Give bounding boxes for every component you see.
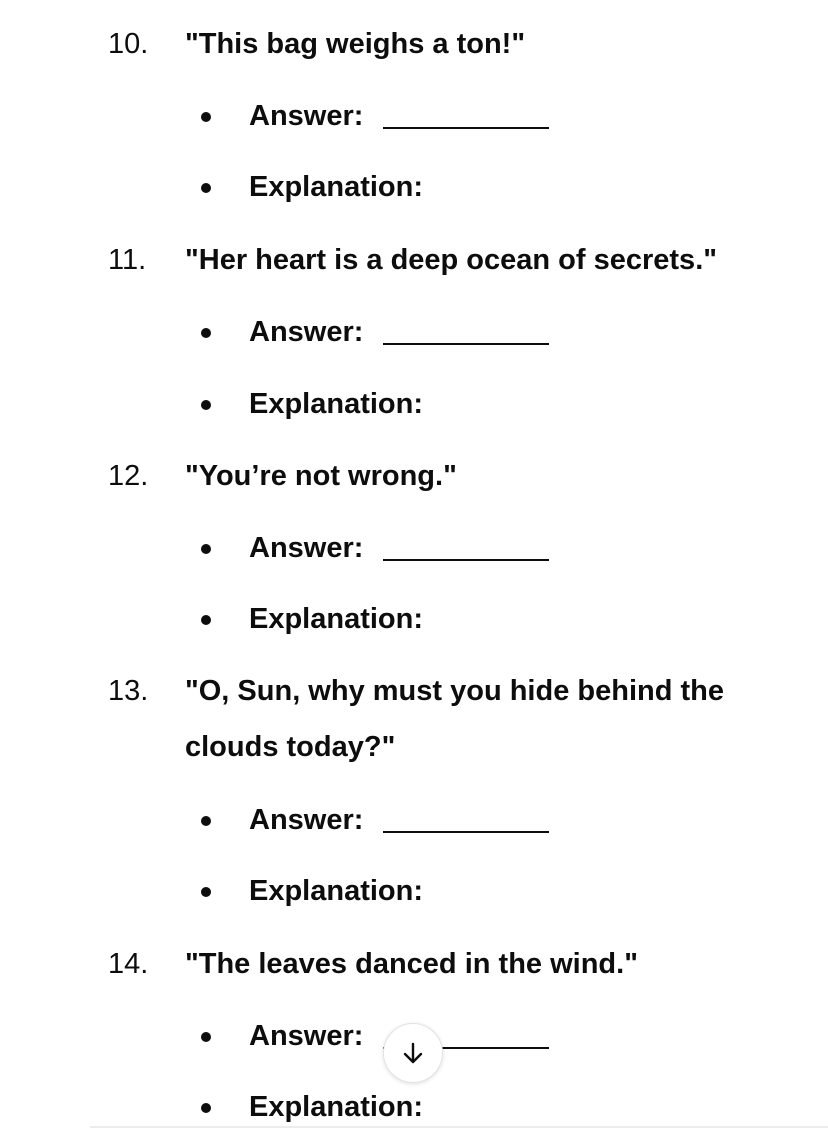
bullet-icon	[201, 887, 211, 897]
bullet-icon	[201, 328, 211, 338]
bullet-icon	[201, 816, 211, 826]
item-sentence: "Her heart is a deep ocean of secrets."	[185, 244, 717, 276]
answer-blank-line	[383, 559, 549, 561]
bullet-icon	[201, 1103, 211, 1113]
explanation-label: Explanation:	[249, 1091, 424, 1123]
bullet-icon	[201, 183, 211, 193]
explanation-label: Explanation:	[249, 171, 424, 203]
bullet-icon	[201, 400, 211, 410]
answer-label: Answer:	[249, 316, 364, 348]
answer-label: Answer:	[249, 532, 364, 564]
item-sentence-line-1: "O, Sun, why must you hide behind the	[185, 675, 724, 707]
bullet-icon	[201, 1032, 211, 1042]
bullet-icon	[201, 544, 211, 554]
answer-label: Answer:	[249, 1020, 364, 1052]
bullet-icon	[201, 615, 211, 625]
bullet-icon	[201, 112, 211, 122]
answer-label: Answer:	[249, 804, 364, 836]
explanation-label: Explanation:	[249, 875, 424, 907]
item-sentence: "The leaves danced in the wind."	[185, 948, 638, 980]
item-sentence: "You’re not wrong."	[185, 460, 457, 492]
answer-blank-line	[383, 831, 549, 833]
item-number: 12.	[108, 460, 149, 492]
item-sentence: "This bag weighs a ton!"	[185, 28, 526, 60]
composer-divider	[90, 1126, 828, 1128]
answer-blank-line	[383, 343, 549, 345]
explanation-label: Explanation:	[249, 388, 424, 420]
scroll-to-bottom-button[interactable]	[383, 1023, 443, 1083]
item-sentence-line-2: clouds today?"	[185, 731, 396, 763]
explanation-label: Explanation:	[249, 603, 424, 635]
item-number: 10.	[108, 28, 149, 60]
answer-label: Answer:	[249, 100, 364, 132]
item-number: 11.	[108, 244, 147, 276]
item-number: 13.	[108, 675, 149, 707]
item-number: 14.	[108, 948, 149, 980]
arrow-down-icon	[402, 1041, 424, 1065]
answer-blank-line	[383, 127, 549, 129]
